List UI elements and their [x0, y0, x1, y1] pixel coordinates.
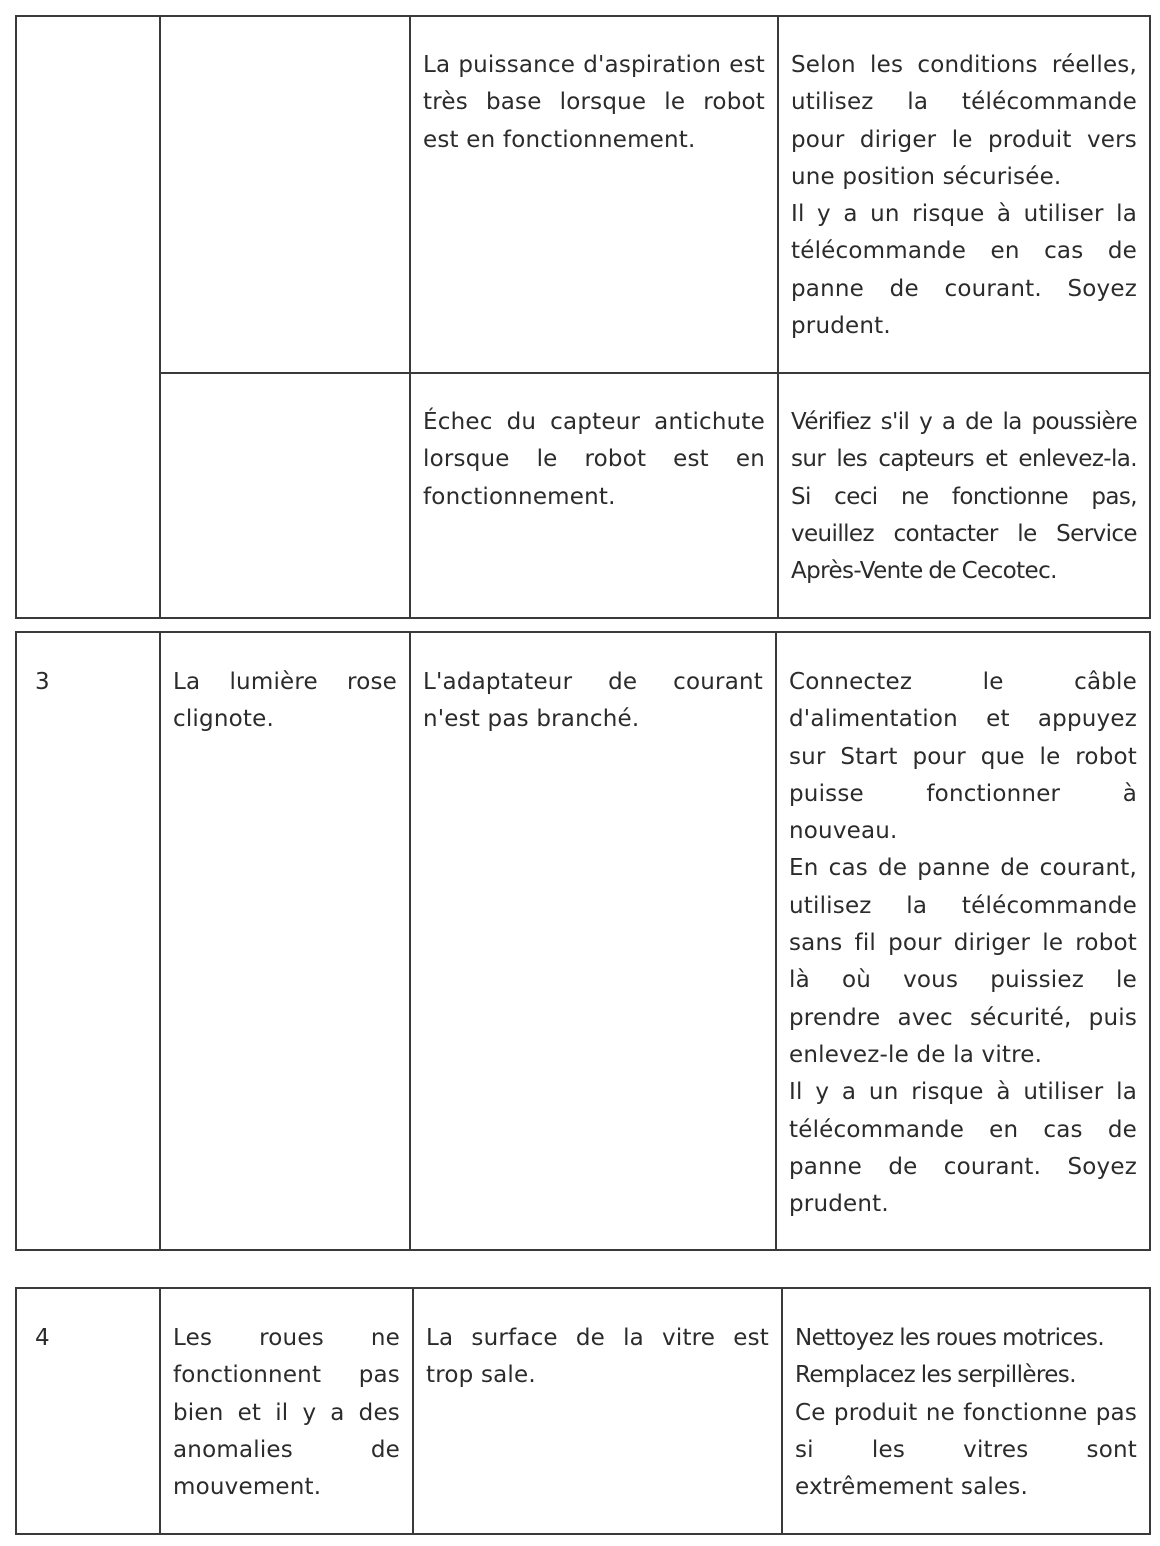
solution-cell [778, 373, 1150, 618]
troubleshooting-table-item-3 [15, 631, 1151, 1251]
problem-text: La lumière rose clignote. [173, 669, 397, 733]
solution-text: Il y a un risque à utiliser la télécommande en cas de panne de courant. Soyez prudent. [789, 1079, 1137, 1218]
table-row [16, 373, 1150, 618]
cause-text: Échec du capteur antichute lorsque le robot est en fonctionnement. [423, 409, 765, 510]
solution-text: Connectez le câble d'alimentation et appuyez sur Start pour que le robot puisse fonctionner à nouveau. [789, 669, 1137, 845]
cause-cell [413, 1288, 782, 1534]
item-number: 4 [35, 1325, 50, 1351]
solution-text: Ce produit ne fonctionne pas si les vitres sont extrêmement sales. [795, 1399, 1137, 1501]
solution-cell [782, 1288, 1150, 1534]
table-row [16, 632, 1150, 1250]
item-number: 3 [35, 669, 50, 695]
cause-text: La puissance d'aspiration est très base lorsque le robot est en fonctionnement. [423, 52, 765, 153]
number-cell [16, 16, 160, 618]
solution-text: Nettoyez les roues motrices. [795, 1325, 1105, 1351]
troubleshooting-table-item-4 [15, 1287, 1151, 1535]
problem-cell [160, 1288, 413, 1534]
solution-cell [776, 632, 1150, 1250]
cause-cell [410, 632, 776, 1250]
solution-text: Vérifiez s'il y a de la poussière sur les capteurs et enlevez-la. Si ceci ne fonctionne pas, veuillez contacter le Service Après-Vente de Cecotec. [791, 409, 1137, 585]
troubleshooting-table-continued [15, 15, 1151, 619]
solution-text: Remplacez les serpillères. [795, 1362, 1076, 1389]
solution-text: Il y a un risque à utiliser la télécommande en cas de panne de courant. Soyez prudent. [791, 201, 1137, 340]
problem-cell [160, 373, 410, 618]
problem-cell [160, 16, 410, 373]
problem-text: Les roues ne fonctionnent pas bien et il y a des anomalies de mouvement. [173, 1325, 400, 1501]
problem-cell [160, 632, 410, 1250]
table-row [16, 1288, 1150, 1534]
cause-cell [410, 16, 778, 373]
cause-cell [410, 373, 778, 618]
cause-text: La surface de la vitre est trop sale. [426, 1325, 769, 1389]
cause-text: L'adaptateur de courant n'est pas branché. [423, 669, 763, 733]
solution-text: Selon les conditions réelles, utilisez la télécommande pour diriger le produit vers une position sécurisée. [791, 52, 1137, 190]
number-cell [16, 1288, 160, 1534]
table-row [16, 16, 1150, 373]
solution-text: En cas de panne de courant, utilisez la télécommande sans fil pour diriger le robot là où vous puissiez le prendre avec sécurité, puis enlevez-le de la vitre. [789, 855, 1137, 1068]
number-cell [16, 632, 160, 1250]
solution-cell [778, 16, 1150, 373]
